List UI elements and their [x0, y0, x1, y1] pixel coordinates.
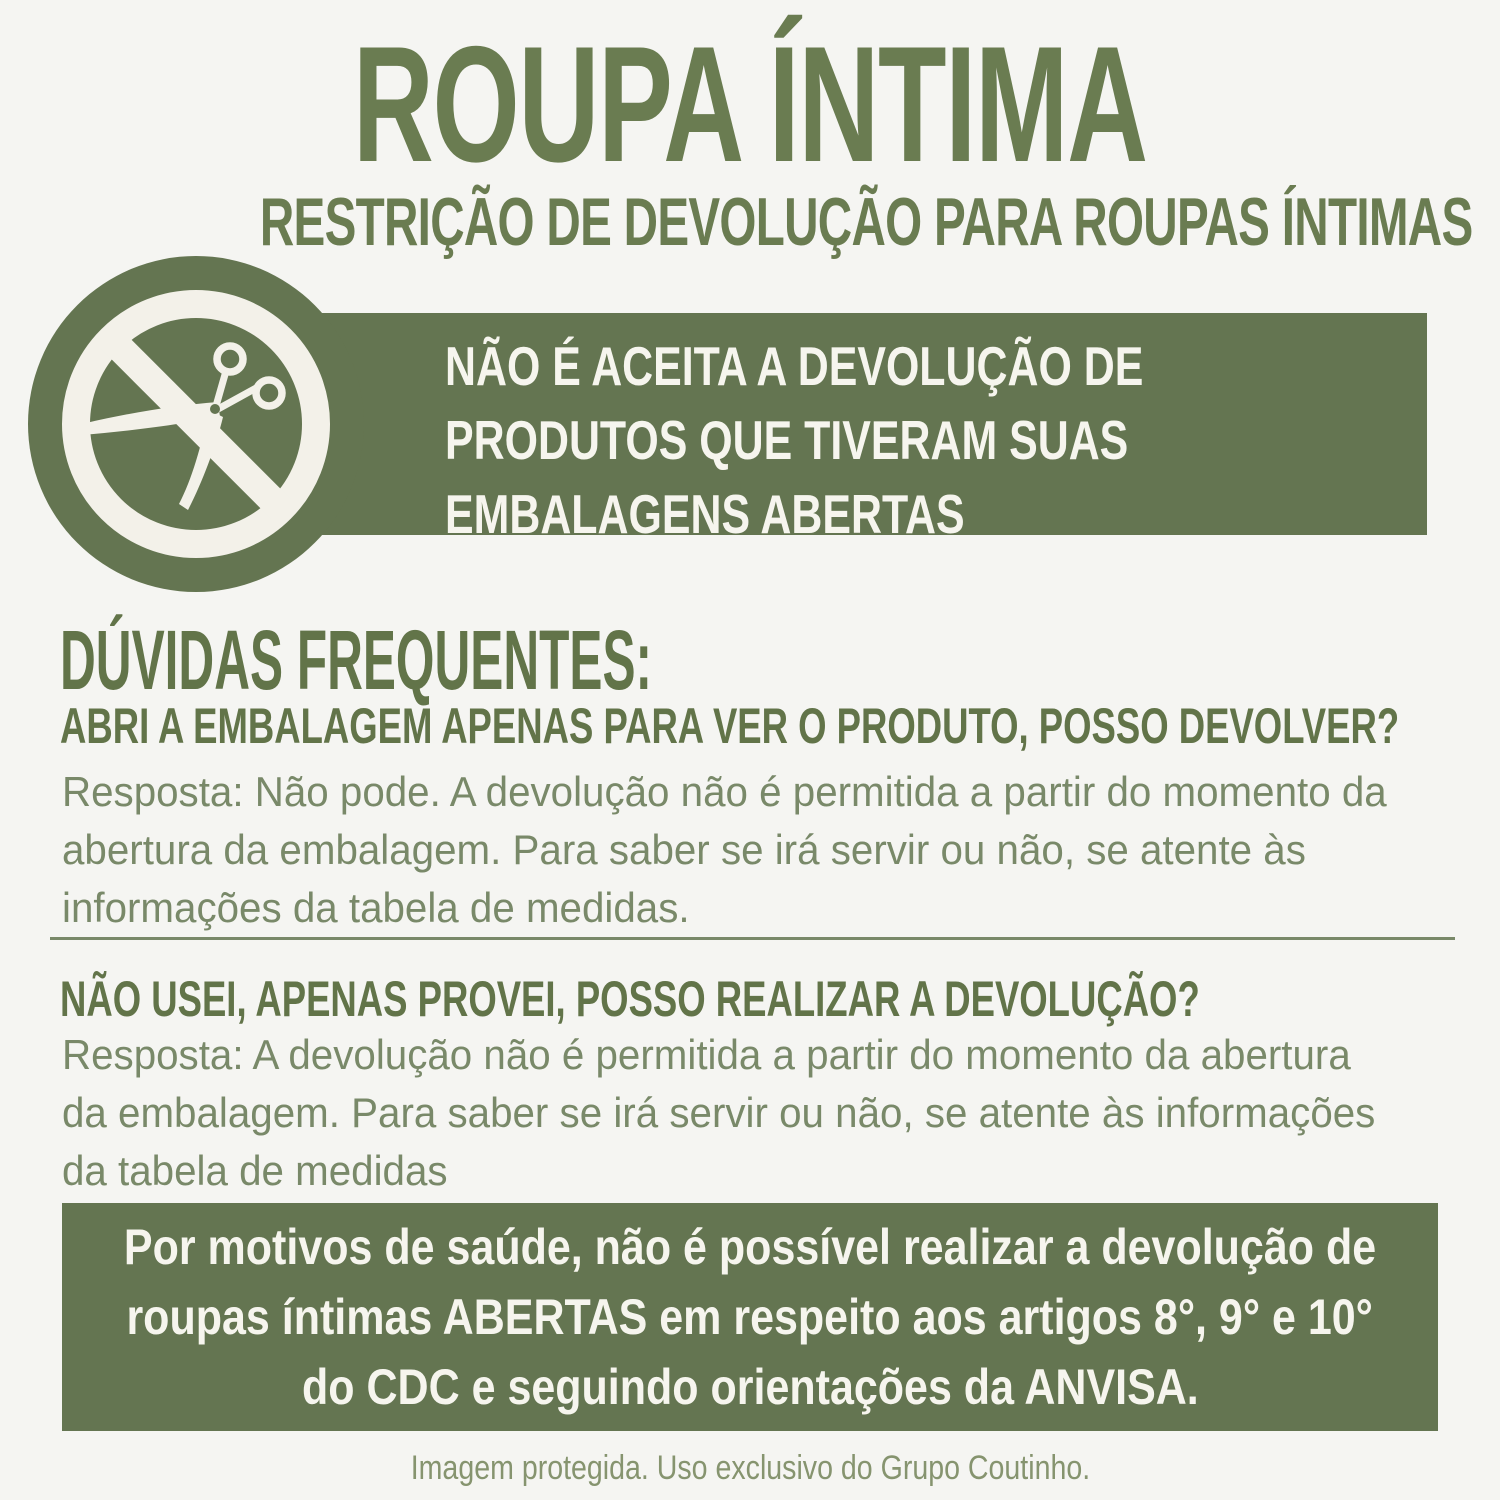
notice-line: roupas íntimas ABERTAS em respeito aos artigos 8°, 9° e 10°: [126, 1289, 1374, 1345]
answer-line: da embalagem. Para saber se irá servir ou não, se atente às informações: [62, 1089, 1376, 1136]
health-notice-box: [62, 1203, 1438, 1431]
page-title: ROUPA ÍNTIMA: [353, 12, 1147, 196]
answer-line: Resposta: Não pode. A devolução não é permitida a partir do momento da: [62, 768, 1387, 815]
page-subtitle: RESTRIÇÃO DE DEVOLUÇÃO PARA ROUPAS ÍNTIMAS: [259, 184, 1473, 260]
faq-answer-1: [62, 763, 1442, 937]
watermark: Imagem protegida. Uso exclusivo do Grupo Coutinho.: [410, 1449, 1090, 1487]
answer-line: da tabela de medidas: [62, 1147, 448, 1194]
answer-line: Resposta: A devolução não é permitida a partir do momento da abertura: [62, 1031, 1351, 1078]
prohibition-banner: [200, 313, 1427, 545]
answer-line: informações da tabela de medidas.: [62, 884, 690, 931]
faq-question-1: ABRI A EMBALAGEM APENAS PARA VER O PRODUTO, POSSO DEVOLVER?: [60, 698, 1400, 754]
faq-question-2: NÃO USEI, APENAS PROVEI, POSSO REALIZAR A DEVOLUÇÃO?: [60, 971, 1200, 1027]
banner-line: EMBALAGENS ABERTAS: [445, 483, 965, 545]
banner-text: [200, 313, 1427, 551]
answer-line: abertura da embalagem. Para saber se irá servir ou não, se atente às: [62, 826, 1306, 873]
notice-line: do CDC e seguindo orientações da ANVISA.: [301, 1359, 1199, 1415]
faq-heading: DÚVIDAS FREQUENTES:: [60, 613, 653, 707]
banner-line: NÃO É ACEITA A DEVOLUÇÃO DE: [445, 335, 1144, 397]
no-scissors-icon: [28, 256, 364, 592]
section-divider: [50, 937, 1455, 940]
notice-line: Por motivos de saúde, não é possível realizar a devolução de: [123, 1219, 1377, 1275]
faq-answer-2: [62, 1026, 1430, 1200]
banner-line: PRODUTOS QUE TIVERAM SUAS: [445, 409, 1129, 471]
